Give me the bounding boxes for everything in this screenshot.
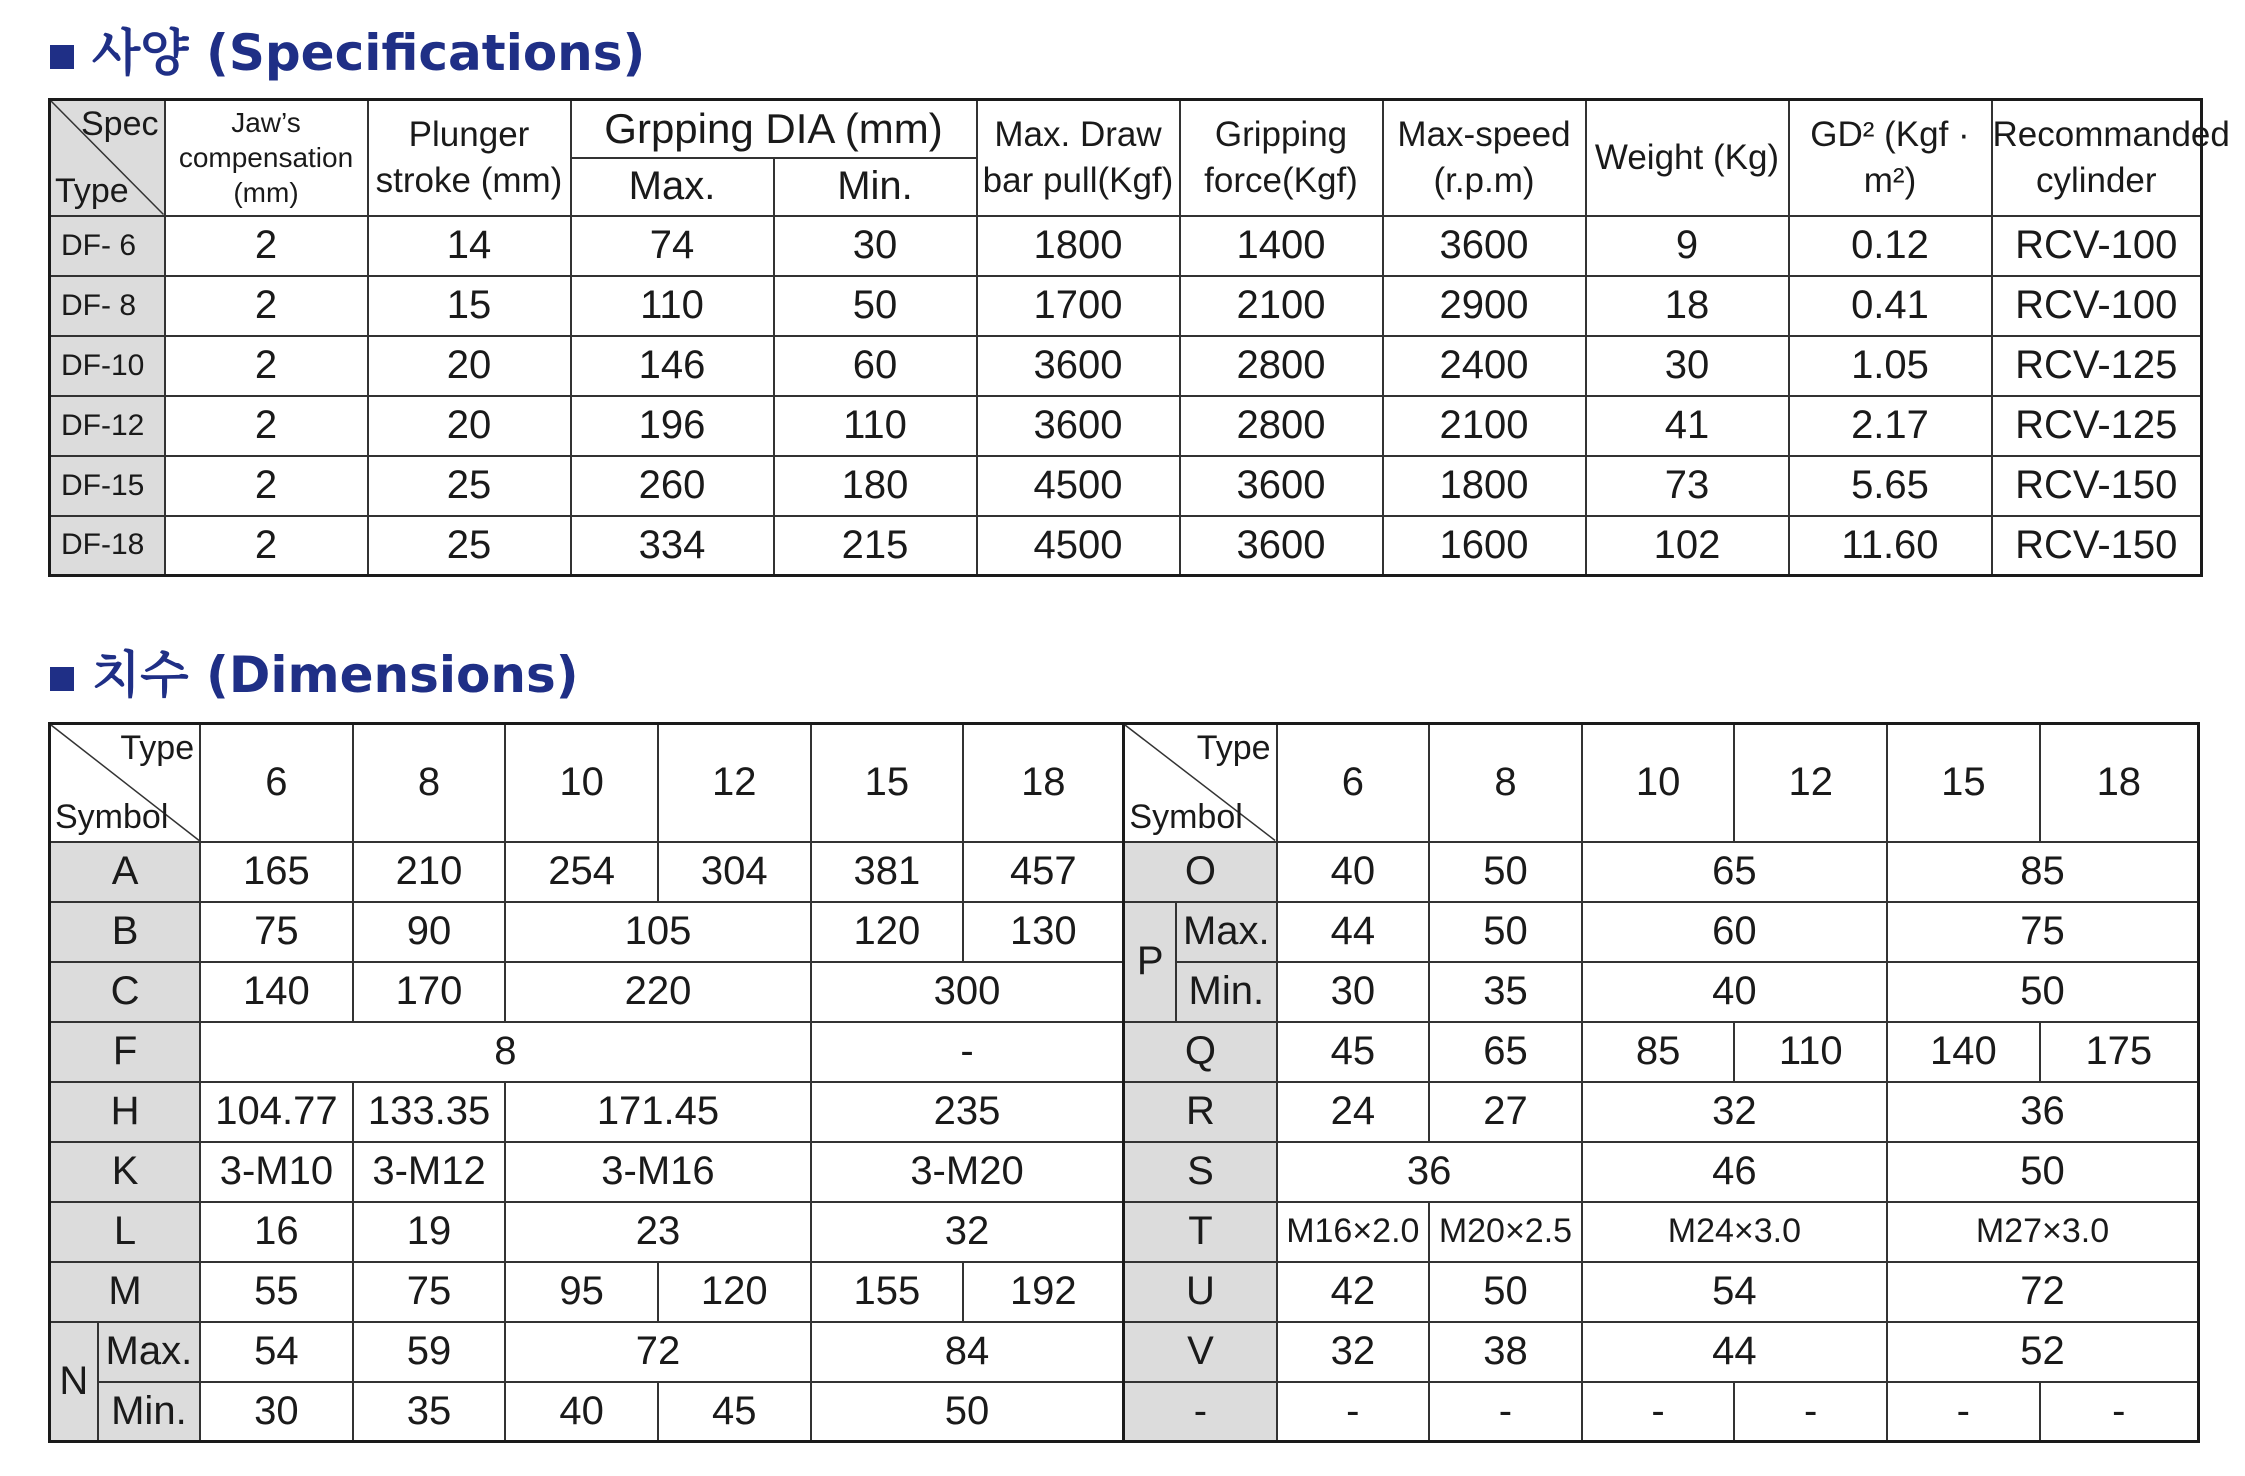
spec-cell-draw-bar: 1700 [977,276,1180,336]
spec-cell-plunger: 14 [368,216,571,276]
spec-cell-draw-bar: 3600 [977,396,1180,456]
l-8: 19 [353,1202,506,1262]
spec-cell-jaw: 2 [165,276,368,336]
p-min-8: 35 [1429,962,1582,1022]
specifications-table [48,98,2230,577]
f-15-18: - [811,1022,1124,1082]
n-min-10: 40 [505,1382,658,1442]
type-header-8: 8 [353,724,506,842]
l-6: 16 [200,1202,353,1262]
spec-cell-cylinder: RCV-125 [1992,396,2202,456]
n-max-15-18: 84 [811,1322,1124,1382]
dash-18: - [2040,1382,2199,1442]
spec-cell-max-speed: 2400 [1383,336,1586,396]
c-8: 170 [353,962,506,1022]
type-header-10: 10 [1582,724,1735,842]
spec-cell-type: DF- 8 [50,276,165,336]
s-15-18: 50 [1887,1142,2198,1202]
spec-corner-header [50,100,165,216]
dim-corner-bottom-right: Symbol [1129,797,1243,836]
spec-table-body [50,216,2202,576]
symbol-b: B [50,902,201,962]
n-min-6: 30 [200,1382,353,1442]
type-header-10: 10 [505,724,658,842]
n-max-8: 59 [353,1322,506,1382]
spec-cell-type: DF-15 [50,456,165,516]
k-15-18: 3-M20 [811,1142,1124,1202]
header-plunger-stroke: Plunger stroke (mm) [368,100,571,216]
n-min-label: Min. [98,1382,200,1442]
a-10: 254 [505,842,658,902]
n-min-8: 35 [353,1382,506,1442]
dim-row-n-v [50,1322,2199,1382]
m-6: 55 [200,1262,353,1322]
s-6-8: 36 [1277,1142,1582,1202]
symbol-m: M [50,1262,201,1322]
p-max-label: Max. [1176,902,1276,962]
spec-cell-jaw: 2 [165,396,368,456]
spec-cell-type: DF-12 [50,396,165,456]
spec-cell-max-speed: 1600 [1383,516,1586,576]
v-6: 32 [1277,1322,1430,1382]
spec-header-row [50,100,2202,158]
spec-cell-dia-min: 30 [774,216,977,276]
u-8: 50 [1429,1262,1582,1322]
p-min-label: Min. [1176,962,1276,1022]
m-10: 95 [505,1262,658,1322]
spec-cell-type: DF- 6 [50,216,165,276]
r-6: 24 [1277,1082,1430,1142]
spec-row [50,216,2202,276]
m-15: 155 [811,1262,964,1322]
symbol-t: T [1124,1202,1277,1262]
p-max-15-18: 75 [1887,902,2198,962]
bullet-square-icon [50,667,74,691]
u-6: 42 [1277,1262,1430,1322]
b-15: 120 [811,902,964,962]
o-6: 40 [1277,842,1430,902]
q-8: 65 [1429,1022,1582,1082]
spec-cell-gd2: 11.60 [1789,516,1992,576]
dim-row-b-p [50,902,2199,962]
spec-row [50,456,2202,516]
dim-row-m-u [50,1262,2199,1322]
spec-cell-max-speed: 2900 [1383,276,1586,336]
h-15-18: 235 [811,1082,1124,1142]
b-8: 90 [353,902,506,962]
c-10-12: 220 [505,962,810,1022]
v-15-18: 52 [1887,1322,2198,1382]
m-8: 75 [353,1262,506,1322]
type-header-12: 12 [1734,724,1887,842]
dash-10: - [1582,1382,1735,1442]
dim-corner-top-left: Type [120,729,195,767]
v-8: 38 [1429,1322,1582,1382]
spec-cell-plunger: 20 [368,396,571,456]
spec-cell-draw-bar: 4500 [977,516,1180,576]
spec-row [50,276,2202,336]
dim-row-n-dash [50,1382,2199,1442]
dash-12: - [1734,1382,1887,1442]
spec-cell-dia-max: 146 [571,336,774,396]
symbol-dash: - [1124,1382,1277,1442]
spec-cell-gd2: 0.41 [1789,276,1992,336]
spec-cell-plunger: 15 [368,276,571,336]
dim-row-k-s [50,1142,2199,1202]
symbol-s: S [1124,1142,1277,1202]
k-8: 3-M12 [353,1142,506,1202]
type-header-6: 6 [1277,724,1430,842]
header-dia-max: Max. [571,158,774,216]
spec-cell-weight: 41 [1586,396,1789,456]
spec-cell-max-speed: 3600 [1383,216,1586,276]
symbol-k: K [50,1142,201,1202]
a-15: 381 [811,842,964,902]
header-recommended-cylinder: Recommanded cylinder [1992,100,2202,216]
symbol-r: R [1124,1082,1277,1142]
symbol-f: F [50,1022,201,1082]
spec-cell-gripping-force: 3600 [1180,516,1383,576]
spec-cell-dia-min: 50 [774,276,977,336]
spec-cell-cylinder: RCV-150 [1992,456,2202,516]
symbol-q: Q [1124,1022,1277,1082]
a-18: 457 [963,842,1124,902]
dim-row-l-t [50,1202,2199,1262]
spec-cell-weight: 9 [1586,216,1789,276]
p-max-10-12: 60 [1582,902,1887,962]
spec-cell-dia-max: 110 [571,276,774,336]
spec-cell-max-speed: 2100 [1383,396,1586,456]
dash-6: - [1277,1382,1430,1442]
k-6: 3-M10 [200,1142,353,1202]
m-18: 192 [963,1262,1124,1322]
header-dia-min: Min. [774,158,977,216]
symbol-l: L [50,1202,201,1262]
u-10-12: 54 [1582,1262,1887,1322]
header-gripping-dia: Grpping DIA (mm) [571,100,977,158]
spec-cell-dia-min: 180 [774,456,977,516]
l-15-18: 32 [811,1202,1124,1262]
spec-cell-gripping-force: 2800 [1180,336,1383,396]
specifications-title [50,24,646,82]
m-12: 120 [658,1262,811,1322]
dash-8: - [1429,1382,1582,1442]
header-draw-bar-pull: Max. Draw bar pull(Kgf) [977,100,1180,216]
spec-cell-gd2: 1.05 [1789,336,1992,396]
spec-cell-weight: 73 [1586,456,1789,516]
n-min-15-18: 50 [811,1382,1124,1442]
h-6: 104.77 [200,1082,353,1142]
header-weight: Weight (Kg) [1586,100,1789,216]
specifications-title-text: 사양 (Specifications) [92,24,646,82]
symbol-a: A [50,842,201,902]
p-min-10-12: 40 [1582,962,1887,1022]
spec-cell-dia-min: 215 [774,516,977,576]
dim-row-h-r [50,1082,2199,1142]
h-8: 133.35 [353,1082,506,1142]
spec-cell-draw-bar: 3600 [977,336,1180,396]
spec-corner-top: Spec [81,105,159,143]
l-10-12: 23 [505,1202,810,1262]
spec-cell-jaw: 2 [165,216,368,276]
r-8: 27 [1429,1082,1582,1142]
b-6: 75 [200,902,353,962]
a-8: 210 [353,842,506,902]
bullet-square-icon [50,45,74,69]
spec-cell-gd2: 2.17 [1789,396,1992,456]
dash-15: - [1887,1382,2040,1442]
spec-cell-dia-min: 60 [774,336,977,396]
symbol-u: U [1124,1262,1277,1322]
spec-corner-bottom: Type [55,171,129,210]
c-15-18: 300 [811,962,1124,1022]
type-header-15: 15 [1887,724,2040,842]
spec-cell-gripping-force: 2800 [1180,396,1383,456]
spec-cell-gripping-force: 2100 [1180,276,1383,336]
t-8: M20×2.5 [1429,1202,1582,1262]
spec-cell-weight: 30 [1586,336,1789,396]
dim-corner-header-left [50,724,201,842]
spec-cell-weight: 18 [1586,276,1789,336]
spec-cell-cylinder: RCV-100 [1992,276,2202,336]
t-15-18: M27×3.0 [1887,1202,2198,1262]
spec-cell-dia-min: 110 [774,396,977,456]
q-18: 175 [2040,1022,2199,1082]
q-15: 140 [1887,1022,2040,1082]
t-6: M16×2.0 [1277,1202,1430,1262]
type-header-18: 18 [963,724,1124,842]
spec-cell-plunger: 25 [368,516,571,576]
spec-cell-gripping-force: 3600 [1180,456,1383,516]
o-10-12: 65 [1582,842,1887,902]
v-10-12: 44 [1582,1322,1887,1382]
u-15-18: 72 [1887,1262,2198,1322]
dim-row-f-q [50,1022,2199,1082]
spec-cell-cylinder: RCV-125 [1992,336,2202,396]
type-header-18: 18 [2040,724,2199,842]
spec-cell-type: DF-10 [50,336,165,396]
q-6: 45 [1277,1022,1430,1082]
p-min-15-18: 50 [1887,962,2198,1022]
o-8: 50 [1429,842,1582,902]
n-max-10-12: 72 [505,1322,810,1382]
o-15-18: 85 [1887,842,2198,902]
type-header-15: 15 [811,724,964,842]
spec-cell-cylinder: RCV-100 [1992,216,2202,276]
spec-cell-jaw: 2 [165,336,368,396]
spec-cell-dia-max: 196 [571,396,774,456]
spec-cell-jaw: 2 [165,516,368,576]
spec-cell-dia-max: 334 [571,516,774,576]
spec-cell-dia-max: 74 [571,216,774,276]
p-max-8: 50 [1429,902,1582,962]
h-10-12: 171.45 [505,1082,810,1142]
spec-cell-jaw: 2 [165,456,368,516]
spec-cell-gd2: 5.65 [1789,456,1992,516]
p-min-6: 30 [1277,962,1430,1022]
a-6: 165 [200,842,353,902]
dim-corner-bottom-left: Symbol [55,797,169,836]
type-header-8: 8 [1429,724,1582,842]
spec-cell-type: DF-18 [50,516,165,576]
p-max-6: 44 [1277,902,1430,962]
symbol-c: C [50,962,201,1022]
header-gd2: GD² (Kgf · m²) [1789,100,1992,216]
spec-cell-gd2: 0.12 [1789,216,1992,276]
symbol-o: O [1124,842,1277,902]
spec-cell-dia-max: 260 [571,456,774,516]
dim-row-a-o [50,842,2199,902]
spec-row [50,336,2202,396]
dimensions-title [50,646,579,704]
spec-cell-max-speed: 1800 [1383,456,1586,516]
symbol-v: V [1124,1322,1277,1382]
spec-cell-weight: 102 [1586,516,1789,576]
q-10: 85 [1582,1022,1735,1082]
dimensions-table [48,722,2200,1443]
r-15-18: 36 [1887,1082,2198,1142]
dim-header-row [50,724,2199,842]
spec-cell-plunger: 20 [368,336,571,396]
header-jaw-compensation: Jaw’s compensation (mm) [165,100,368,216]
spec-cell-cylinder: RCV-150 [1992,516,2202,576]
type-header-12: 12 [658,724,811,842]
n-max-label: Max. [98,1322,200,1382]
header-gripping-force: Gripping force(Kgf) [1180,100,1383,216]
b-18: 130 [963,902,1124,962]
type-header-6: 6 [200,724,353,842]
r-10-12: 32 [1582,1082,1887,1142]
k-10-12: 3-M16 [505,1142,810,1202]
spec-cell-draw-bar: 4500 [977,456,1180,516]
dim-corner-top-right: Type [1196,729,1271,767]
spec-cell-draw-bar: 1800 [977,216,1180,276]
spec-cell-gripping-force: 1400 [1180,216,1383,276]
spec-row [50,516,2202,576]
dim-corner-header-right [1124,724,1277,842]
spec-row [50,396,2202,456]
s-10-12: 46 [1582,1142,1887,1202]
t-10-12: M24×3.0 [1582,1202,1887,1262]
q-12: 110 [1734,1022,1887,1082]
symbol-n: N [50,1322,98,1442]
c-6: 140 [200,962,353,1022]
f-6-12: 8 [200,1022,811,1082]
symbol-p: P [1124,902,1176,1022]
header-max-speed: Max-speed (r.p.m) [1383,100,1586,216]
symbol-h: H [50,1082,201,1142]
b-10-12: 105 [505,902,810,962]
n-max-6: 54 [200,1322,353,1382]
n-min-12: 45 [658,1382,811,1442]
spec-cell-plunger: 25 [368,456,571,516]
dimensions-title-text: 치수 (Dimensions) [92,646,579,704]
a-12: 304 [658,842,811,902]
